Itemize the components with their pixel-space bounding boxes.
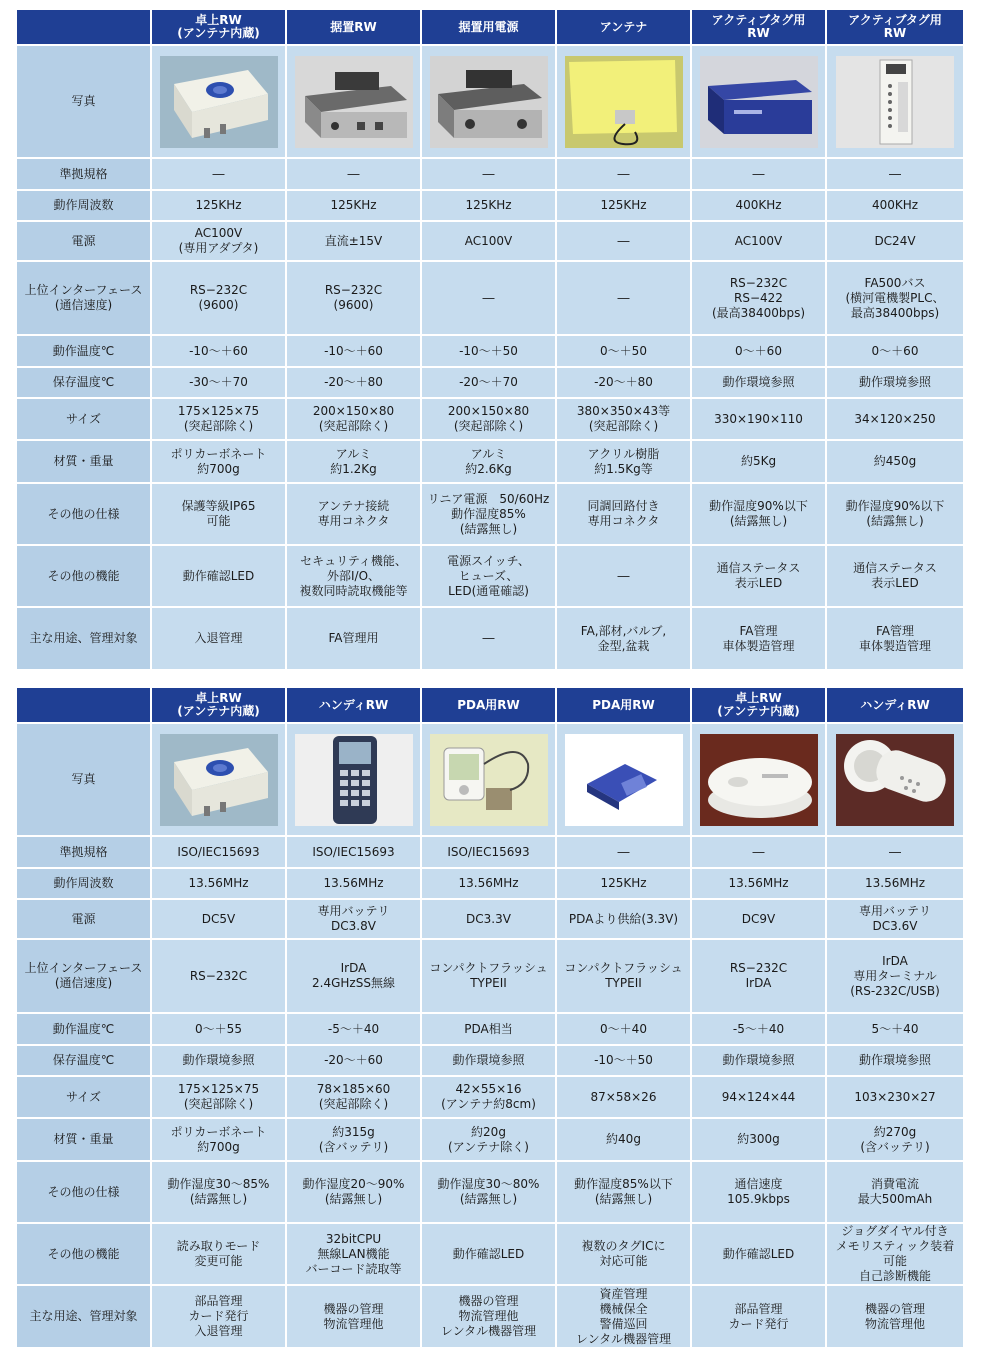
spec-cell: 32bitCPU 無線LAN機能 バーコード読取等 bbox=[286, 1223, 421, 1285]
handheld-terminal-photo bbox=[295, 734, 413, 826]
spec-cell: ― bbox=[556, 221, 691, 261]
photo-cell bbox=[556, 45, 691, 158]
spec-row bbox=[16, 607, 964, 670]
photo-cell bbox=[826, 45, 964, 158]
spec-cell: -10〜＋50 bbox=[421, 335, 556, 367]
row-label: 上位インターフェース (通信速度) bbox=[16, 261, 151, 335]
column-header: PDA用RW bbox=[421, 687, 556, 723]
spec-cell: 動作環境参照 bbox=[421, 1045, 556, 1076]
pda-card-reader-photo bbox=[565, 734, 683, 826]
spec-cell: DC3.3V bbox=[421, 899, 556, 939]
spec-cell: 約5Kg bbox=[691, 440, 826, 483]
white-box-reader-photo bbox=[160, 56, 278, 148]
active-tag-rw-module-photo bbox=[836, 56, 954, 148]
spec-cell: -5〜＋40 bbox=[691, 1013, 826, 1045]
column-header: 卓上RW (アンテナ内蔵) bbox=[151, 9, 286, 45]
photo-cell bbox=[151, 723, 286, 836]
spec-table-2 bbox=[15, 686, 965, 1349]
photo-cell bbox=[556, 723, 691, 836]
row-label: 保存温度℃ bbox=[16, 1045, 151, 1076]
spec-cell: PDA相当 bbox=[421, 1013, 556, 1045]
spec-cell: AC100V bbox=[421, 221, 556, 261]
spec-row bbox=[16, 1161, 964, 1223]
column-header: 卓上RW (アンテナ内蔵) bbox=[151, 687, 286, 723]
handy-reader-photo bbox=[836, 734, 954, 826]
spec-row bbox=[16, 440, 964, 483]
spec-cell: 200×150×80 (突起部除く) bbox=[286, 398, 421, 440]
row-label: 動作温度℃ bbox=[16, 335, 151, 367]
spec-cell: コンパクトフラッシュ TYPEII bbox=[421, 939, 556, 1013]
spec-cell: IrDA 専用ターミナル (RS-232C/USB) bbox=[826, 939, 964, 1013]
spec-row bbox=[16, 1045, 964, 1076]
spec-row bbox=[16, 1285, 964, 1348]
spec-cell: 400KHz bbox=[691, 190, 826, 221]
spec-cell: 125KHz bbox=[286, 190, 421, 221]
spec-cell: DC9V bbox=[691, 899, 826, 939]
photo-cell bbox=[286, 45, 421, 158]
antenna-panel-photo bbox=[565, 56, 683, 148]
spec-cell: 42×55×16 (アンテナ約8cm) bbox=[421, 1076, 556, 1118]
spec-row bbox=[16, 868, 964, 899]
spec-cell: 動作環境参照 bbox=[151, 1045, 286, 1076]
spec-cell: FA管理 車体製造管理 bbox=[826, 607, 964, 670]
spec-cell: 0〜＋40 bbox=[556, 1013, 691, 1045]
spec-cell: 動作湿度30〜85% (結露無し) bbox=[151, 1161, 286, 1223]
row-label: 電源 bbox=[16, 221, 151, 261]
row-label: 主な用途、管理対象 bbox=[16, 607, 151, 670]
spec-cell: ISO/IEC15693 bbox=[421, 836, 556, 868]
header-corner bbox=[16, 9, 151, 45]
spec-cell: 機器の管理 物流管理他 レンタル機器管理 bbox=[421, 1285, 556, 1348]
spec-cell: PDAより供給(3.3V) bbox=[556, 899, 691, 939]
spec-cell: 125KHz bbox=[556, 868, 691, 899]
spec-cell: 125KHz bbox=[556, 190, 691, 221]
spec-cell: FA管理用 bbox=[286, 607, 421, 670]
row-label: 材質・重量 bbox=[16, 1118, 151, 1161]
spec-cell: 94×124×44 bbox=[691, 1076, 826, 1118]
spec-cell: 動作確認LED bbox=[691, 1223, 826, 1285]
column-header: 据置RW bbox=[286, 9, 421, 45]
spec-cell: RS−232C bbox=[151, 939, 286, 1013]
spec-cell: -30〜＋70 bbox=[151, 367, 286, 398]
spec-cell: 78×185×60 (突起部除く) bbox=[286, 1076, 421, 1118]
column-header: 卓上RW (アンテナ内蔵) bbox=[691, 687, 826, 723]
spec-cell: AC100V bbox=[691, 221, 826, 261]
column-header: PDA用RW bbox=[556, 687, 691, 723]
spec-cell: 約40g bbox=[556, 1118, 691, 1161]
column-header: アクティブタグ用 RW bbox=[826, 9, 964, 45]
column-header: 据置用電源 bbox=[421, 9, 556, 45]
row-label: 写真 bbox=[16, 723, 151, 836]
white-box-reader-photo bbox=[160, 734, 278, 826]
spec-cell: AC100V (専用アダプタ) bbox=[151, 221, 286, 261]
spec-cell: 消費電流 最大500mAh bbox=[826, 1161, 964, 1223]
spec-cell: RS−232C (9600) bbox=[286, 261, 421, 335]
spec-cell: 13.56MHz bbox=[826, 868, 964, 899]
column-header: アクティブタグ用 RW bbox=[691, 9, 826, 45]
spec-cell: RS−232C IrDA bbox=[691, 939, 826, 1013]
spec-cell: IrDA 2.4GHzSS無線 bbox=[286, 939, 421, 1013]
spec-cell: 動作確認LED bbox=[151, 545, 286, 607]
spec-cell: FA管理 車体製造管理 bbox=[691, 607, 826, 670]
spec-cell: 0〜＋60 bbox=[691, 335, 826, 367]
spec-cell: 13.56MHz bbox=[691, 868, 826, 899]
power-supply-photo bbox=[430, 56, 548, 148]
spec-cell: ― bbox=[286, 158, 421, 190]
spec-cell: -20〜＋80 bbox=[286, 367, 421, 398]
spec-cell: ― bbox=[826, 836, 964, 868]
spec-cell: アンテナ接続 専用コネクタ bbox=[286, 483, 421, 545]
spec-cell: ― bbox=[421, 607, 556, 670]
spec-cell: 125KHz bbox=[151, 190, 286, 221]
row-label: 材質・重量 bbox=[16, 440, 151, 483]
photo-cell bbox=[421, 45, 556, 158]
spec-cell: リニア電源 50/60Hz 動作湿度85% (結露無し) bbox=[421, 483, 556, 545]
spec-cell: 125KHz bbox=[421, 190, 556, 221]
spec-cell: -20〜＋80 bbox=[556, 367, 691, 398]
spec-cell: 同調回路付き 専用コネクタ bbox=[556, 483, 691, 545]
spec-row bbox=[16, 221, 964, 261]
spec-cell: 400KHz bbox=[826, 190, 964, 221]
spec-cell: 5〜＋40 bbox=[826, 1013, 964, 1045]
spec-cell: 動作湿度30〜80% (結露無し) bbox=[421, 1161, 556, 1223]
spec-cell: 175×125×75 (突起部除く) bbox=[151, 1076, 286, 1118]
spec-cell: -10〜＋60 bbox=[151, 335, 286, 367]
photo-cell bbox=[286, 723, 421, 836]
spec-cell: 動作湿度20〜90% (結露無し) bbox=[286, 1161, 421, 1223]
spec-cell: 動作湿度85%以下 (結露無し) bbox=[556, 1161, 691, 1223]
spec-cell: ジョグダイヤル付き メモリスティック装着可能 自己診断機能 bbox=[826, 1223, 964, 1285]
spec-cell: 保護等級IP65 可能 bbox=[151, 483, 286, 545]
row-label: サイズ bbox=[16, 1076, 151, 1118]
round-desktop-reader-photo bbox=[700, 734, 818, 826]
spec-cell: 約315g (含バッテリ) bbox=[286, 1118, 421, 1161]
row-label: サイズ bbox=[16, 398, 151, 440]
spec-row bbox=[16, 899, 964, 939]
header-row bbox=[16, 687, 964, 723]
spec-table-1 bbox=[15, 8, 965, 671]
spec-cell: 330×190×110 bbox=[691, 398, 826, 440]
spec-cell: -10〜＋60 bbox=[286, 335, 421, 367]
spec-cell: ISO/IEC15693 bbox=[151, 836, 286, 868]
spec-cell: 動作環境参照 bbox=[826, 1045, 964, 1076]
spec-cell: 機器の管理 物流管理他 bbox=[286, 1285, 421, 1348]
spec-cell: ISO/IEC15693 bbox=[286, 836, 421, 868]
spec-cell: コンパクトフラッシュ TYPEII bbox=[556, 939, 691, 1013]
spec-cell: 13.56MHz bbox=[151, 868, 286, 899]
spec-cell: 87×58×26 bbox=[556, 1076, 691, 1118]
spec-cell: ― bbox=[421, 158, 556, 190]
spec-cell: RS−232C (9600) bbox=[151, 261, 286, 335]
column-header: ハンディRW bbox=[826, 687, 964, 723]
spec-cell: 入退管理 bbox=[151, 607, 286, 670]
spec-row bbox=[16, 545, 964, 607]
row-label: 準拠規格 bbox=[16, 158, 151, 190]
photo-row bbox=[16, 45, 964, 158]
spec-row bbox=[16, 398, 964, 440]
row-label: 保存温度℃ bbox=[16, 367, 151, 398]
spec-cell: 0〜＋50 bbox=[556, 335, 691, 367]
spec-cell: ― bbox=[556, 158, 691, 190]
row-label: 動作周波数 bbox=[16, 868, 151, 899]
photo-row bbox=[16, 723, 964, 836]
spec-cell: 動作環境参照 bbox=[691, 367, 826, 398]
spec-row bbox=[16, 158, 964, 190]
spec-cell: -20〜＋60 bbox=[286, 1045, 421, 1076]
spec-cell: -10〜＋50 bbox=[556, 1045, 691, 1076]
spec-cell: ― bbox=[421, 261, 556, 335]
spec-cell: 機器の管理 物流管理他 bbox=[826, 1285, 964, 1348]
spec-row bbox=[16, 939, 964, 1013]
spec-cell: 約300g bbox=[691, 1118, 826, 1161]
spec-row bbox=[16, 483, 964, 545]
spec-cell: DC24V bbox=[826, 221, 964, 261]
spec-cell: アルミ 約1.2Kg bbox=[286, 440, 421, 483]
spec-cell: 約450g bbox=[826, 440, 964, 483]
row-label: 準拠規格 bbox=[16, 836, 151, 868]
photo-cell bbox=[691, 45, 826, 158]
header-row bbox=[16, 9, 964, 45]
spec-cell: 複数のタグICに 対応可能 bbox=[556, 1223, 691, 1285]
spec-cell: 専用バッテリ DC3.6V bbox=[826, 899, 964, 939]
spec-cell: 部品管理 カード発行 入退管理 bbox=[151, 1285, 286, 1348]
row-label: 動作温度℃ bbox=[16, 1013, 151, 1045]
spec-cell: ポリカーボネート 約700g bbox=[151, 1118, 286, 1161]
spec-cell: DC5V bbox=[151, 899, 286, 939]
row-label: その他の機能 bbox=[16, 545, 151, 607]
row-label: 上位インターフェース (通信速度) bbox=[16, 939, 151, 1013]
spec-cell: 13.56MHz bbox=[421, 868, 556, 899]
spec-cell: 175×125×75 (突起部除く) bbox=[151, 398, 286, 440]
spec-row bbox=[16, 1223, 964, 1285]
column-header: アンテナ bbox=[556, 9, 691, 45]
spec-row bbox=[16, 836, 964, 868]
spec-cell: 通信ステータス 表示LED bbox=[826, 545, 964, 607]
spec-cell: -20〜＋70 bbox=[421, 367, 556, 398]
spec-cell: 部品管理 カード発行 bbox=[691, 1285, 826, 1348]
row-label: 電源 bbox=[16, 899, 151, 939]
spec-cell: 0〜＋60 bbox=[826, 335, 964, 367]
spec-cell: 動作湿度90%以下 (結露無し) bbox=[826, 483, 964, 545]
spec-cell: アルミ 約2.6Kg bbox=[421, 440, 556, 483]
spec-cell: ― bbox=[556, 545, 691, 607]
spec-cell: ― bbox=[826, 158, 964, 190]
spec-cell: 電源スイッチ、 ヒューズ、 LED(通電確認) bbox=[421, 545, 556, 607]
photo-cell bbox=[826, 723, 964, 836]
spec-row bbox=[16, 261, 964, 335]
spec-row bbox=[16, 367, 964, 398]
header-corner bbox=[16, 687, 151, 723]
row-label: 主な用途、管理対象 bbox=[16, 1285, 151, 1348]
spec-cell: 約270g (含バッテリ) bbox=[826, 1118, 964, 1161]
spec-cell: 専用バッテリ DC3.8V bbox=[286, 899, 421, 939]
spec-cell: セキュリティ機能、 外部I/O、 複数同時読取機能等 bbox=[286, 545, 421, 607]
spec-cell: FA500バス (横河電機製PLC、 最高38400bps) bbox=[826, 261, 964, 335]
photo-cell bbox=[151, 45, 286, 158]
spec-cell: RS−232C RS−422 (最高38400bps) bbox=[691, 261, 826, 335]
row-label: 写真 bbox=[16, 45, 151, 158]
spec-cell: ― bbox=[691, 158, 826, 190]
spec-cell: 380×350×43等 (突起部除く) bbox=[556, 398, 691, 440]
row-label: その他の機能 bbox=[16, 1223, 151, 1285]
spec-cell: ― bbox=[556, 261, 691, 335]
photo-cell bbox=[691, 723, 826, 836]
spec-cell: ― bbox=[151, 158, 286, 190]
spec-cell: 200×150×80 (突起部除く) bbox=[421, 398, 556, 440]
spec-cell: アクリル樹脂 約1.5Kg等 bbox=[556, 440, 691, 483]
spec-cell: -5〜＋40 bbox=[286, 1013, 421, 1045]
spec-cell: 0〜＋55 bbox=[151, 1013, 286, 1045]
spec-cell: 資産管理 機械保全 警備巡回 レンタル機器管理 bbox=[556, 1285, 691, 1348]
column-header: ハンディRW bbox=[286, 687, 421, 723]
spec-row bbox=[16, 1076, 964, 1118]
spec-cell: 通信速度 105.9kbps bbox=[691, 1161, 826, 1223]
spec-cell: 通信ステータス 表示LED bbox=[691, 545, 826, 607]
active-tag-rw-blue-photo bbox=[700, 56, 818, 148]
spec-cell: 直流±15V bbox=[286, 221, 421, 261]
spec-cell: FA,部材,バルブ, 金型,盆栽 bbox=[556, 607, 691, 670]
row-label: その他の仕様 bbox=[16, 1161, 151, 1223]
spec-row bbox=[16, 1013, 964, 1045]
stationary-reader-photo bbox=[295, 56, 413, 148]
spec-cell: ポリカーボネート 約700g bbox=[151, 440, 286, 483]
row-label: その他の仕様 bbox=[16, 483, 151, 545]
spec-cell: 動作環境参照 bbox=[691, 1045, 826, 1076]
spec-cell: 約20g (アンテナ除く) bbox=[421, 1118, 556, 1161]
spec-cell: ― bbox=[691, 836, 826, 868]
spec-row bbox=[16, 335, 964, 367]
spec-cell: 13.56MHz bbox=[286, 868, 421, 899]
spec-cell: 動作確認LED bbox=[421, 1223, 556, 1285]
spec-cell: 動作湿度90%以下 (結露無し) bbox=[691, 483, 826, 545]
spec-row bbox=[16, 190, 964, 221]
row-label: 動作周波数 bbox=[16, 190, 151, 221]
spec-cell: 動作環境参照 bbox=[826, 367, 964, 398]
spec-cell: ― bbox=[556, 836, 691, 868]
spec-row bbox=[16, 1118, 964, 1161]
spec-cell: 34×120×250 bbox=[826, 398, 964, 440]
spec-cell: 103×230×27 bbox=[826, 1076, 964, 1118]
spec-cell: 読み取りモード 変更可能 bbox=[151, 1223, 286, 1285]
photo-cell bbox=[421, 723, 556, 836]
pda-reader-photo bbox=[430, 734, 548, 826]
